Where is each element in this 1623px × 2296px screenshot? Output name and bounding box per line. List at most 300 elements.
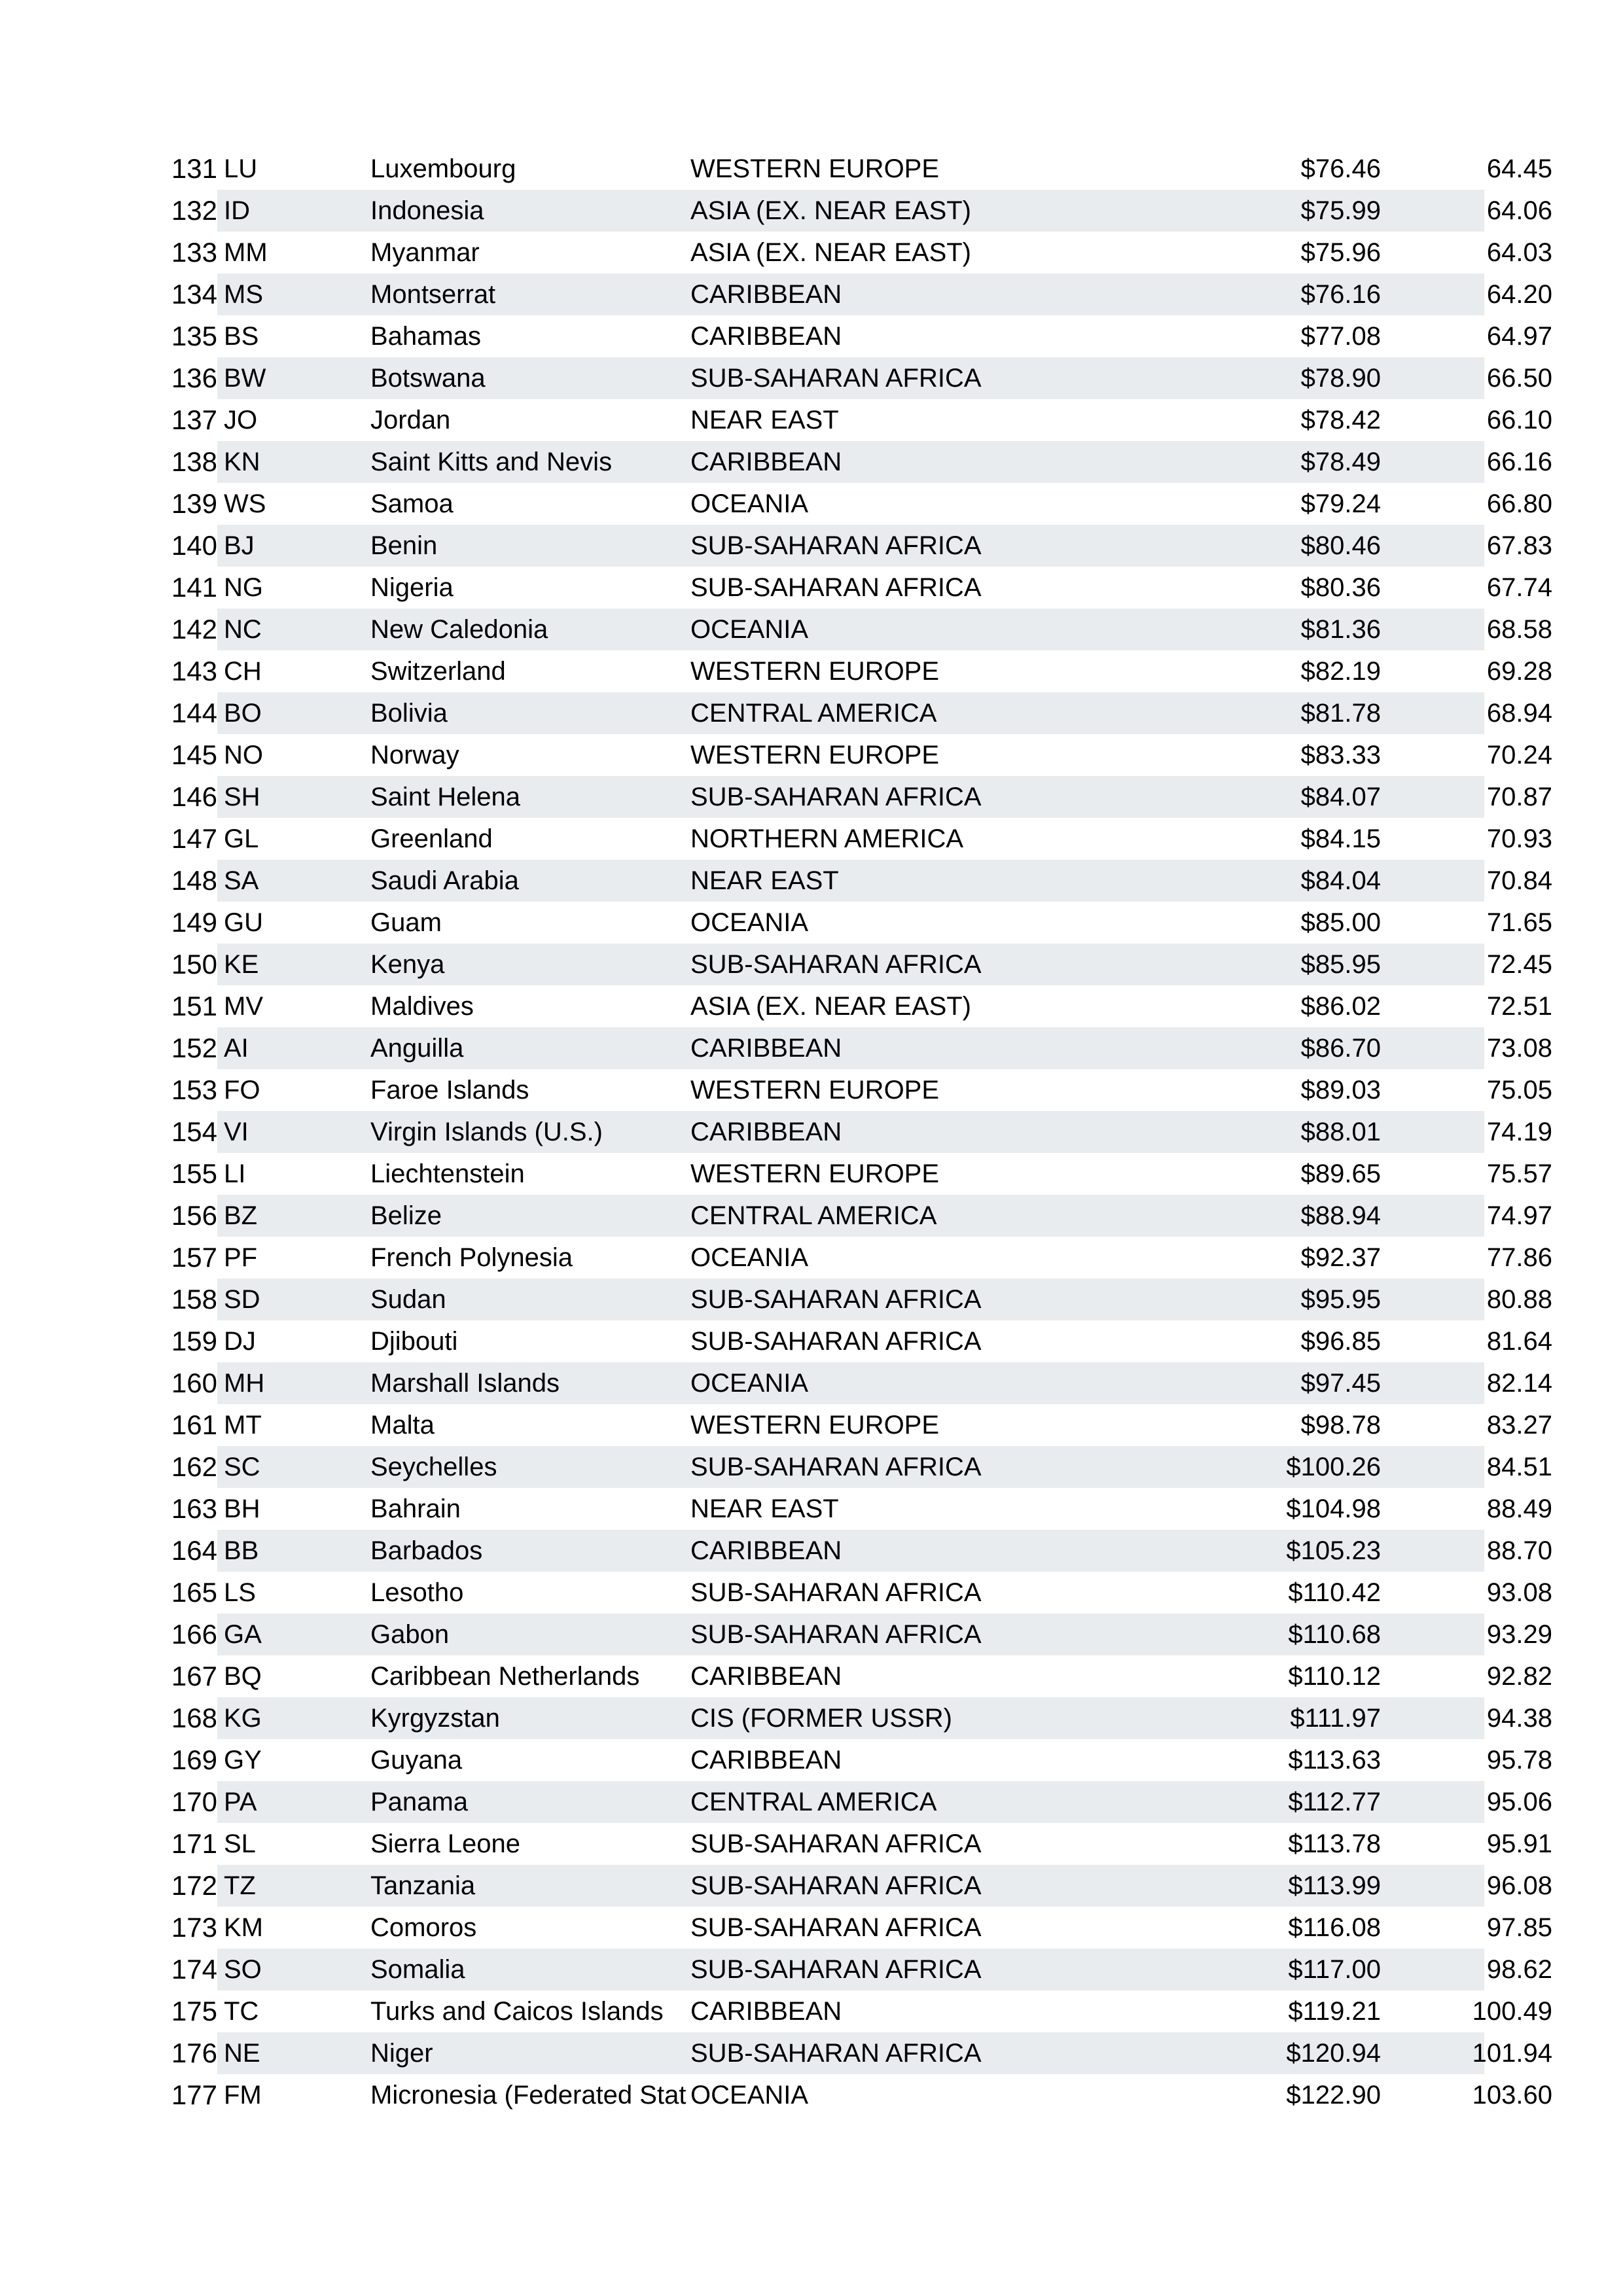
country-code: TZ: [224, 1871, 256, 1900]
country-code: NE: [224, 2039, 260, 2068]
country-name: Seychelles: [370, 1453, 497, 1481]
row-number: 161: [171, 1409, 217, 1440]
row-number: 143: [171, 656, 217, 686]
country-name: Caribbean Netherlands: [370, 1662, 640, 1691]
row-number: 151: [171, 991, 217, 1021]
row-number: 171: [171, 1828, 217, 1859]
price: $77.08: [1300, 322, 1381, 351]
row-number: 155: [171, 1158, 217, 1189]
country-name: Comoros: [370, 1913, 477, 1942]
index-value: 84.51: [1486, 1453, 1552, 1481]
table-row: [157, 776, 1552, 818]
table-row: [157, 441, 1552, 483]
price: $98.78: [1300, 1411, 1381, 1439]
region: CENTRAL AMERICA: [690, 1788, 937, 1816]
index-value: 81.64: [1486, 1327, 1552, 1356]
index-value: 70.87: [1486, 783, 1552, 811]
country-name: Turks and Caicos Islands: [370, 1997, 664, 2026]
index-value: 93.29: [1486, 1620, 1552, 1649]
index-value: 98.62: [1486, 1955, 1552, 1984]
region: OCEANIA: [690, 908, 809, 937]
country-code: MV: [224, 992, 263, 1021]
region: SUB-SAHARAN AFRICA: [690, 1620, 982, 1649]
row-number: 169: [171, 1744, 217, 1775]
table-row: [157, 190, 1552, 232]
country-code: GL: [224, 824, 259, 853]
region: CARIBBEAN: [690, 448, 842, 476]
table-row: [157, 148, 1552, 190]
row-number: 152: [157, 1027, 217, 1069]
country-name: Bolivia: [370, 699, 448, 728]
country-name: Faroe Islands: [370, 1076, 529, 1104]
table-row: [157, 1781, 1552, 1823]
country-name: Botswana: [370, 364, 486, 393]
table-row: [157, 1823, 1552, 1865]
country-name: Switzerland: [370, 657, 506, 686]
country-code: GA: [224, 1620, 262, 1649]
country-code: BQ: [224, 1662, 262, 1691]
index-value: 66.10: [1486, 406, 1552, 434]
price: $97.45: [1300, 1369, 1381, 1398]
row-number: 170: [157, 1781, 217, 1823]
country-name: Liechtenstein: [370, 1159, 525, 1188]
country-name: Niger: [370, 2039, 433, 2068]
table-row: [157, 944, 1552, 985]
table-row: [157, 567, 1552, 609]
region: WESTERN EUROPE: [690, 1076, 940, 1104]
table-row: [157, 1614, 1552, 1655]
index-value: 70.93: [1486, 824, 1552, 853]
price: $84.04: [1300, 866, 1381, 895]
table-row: [157, 1697, 1552, 1739]
price: $80.36: [1300, 573, 1381, 602]
price: $100.26: [1286, 1453, 1381, 1481]
table-row: [157, 1111, 1552, 1153]
index-value: 101.94: [1472, 2039, 1552, 2068]
table-row: [157, 1907, 1552, 1949]
row-number: 157: [171, 1242, 217, 1273]
price: $86.02: [1300, 992, 1381, 1021]
region: WESTERN EUROPE: [690, 741, 940, 769]
country-code: JO: [224, 406, 258, 434]
country-name: Guyana: [370, 1746, 463, 1775]
country-code: SA: [224, 866, 259, 895]
country-code: SL: [224, 1829, 256, 1858]
region: CENTRAL AMERICA: [690, 699, 937, 728]
country-name: Somalia: [370, 1955, 465, 1984]
region: SUB-SAHARAN AFRICA: [690, 364, 982, 393]
row-number: 175: [171, 1996, 217, 2026]
price: $113.99: [1288, 1871, 1381, 1900]
region: SUB-SAHARAN AFRICA: [690, 1829, 982, 1858]
country-name: Montserrat: [370, 280, 496, 309]
index-value: 66.50: [1486, 364, 1552, 393]
table-row: [157, 1153, 1552, 1195]
country-name: Anguilla: [370, 1034, 464, 1063]
index-value: 70.84: [1486, 866, 1552, 895]
index-value: 88.70: [1486, 1536, 1552, 1565]
row-number: 132: [157, 190, 217, 232]
country-code: MT: [224, 1411, 262, 1439]
region: OCEANIA: [690, 1369, 809, 1398]
price: $78.90: [1300, 364, 1381, 393]
price: $78.42: [1300, 406, 1381, 434]
row-number: 153: [171, 1074, 217, 1105]
index-value: 64.06: [1486, 196, 1552, 225]
price: $84.15: [1300, 824, 1381, 853]
country-name: Luxembourg: [370, 154, 516, 183]
region: CIS (FORMER USSR): [690, 1704, 952, 1733]
row-number: 134: [157, 274, 217, 315]
country-code: MS: [224, 280, 263, 309]
index-value: 88.49: [1486, 1494, 1552, 1523]
country-code: BB: [224, 1536, 259, 1565]
index-value: 68.94: [1486, 699, 1552, 728]
index-value: 92.82: [1486, 1662, 1552, 1691]
row-number: 174: [157, 1949, 217, 1990]
country-name: Lesotho: [370, 1578, 464, 1607]
country-name: Bahamas: [370, 322, 481, 351]
region: NEAR EAST: [690, 866, 839, 895]
row-number: 172: [157, 1865, 217, 1907]
country-name: Barbados: [370, 1536, 483, 1565]
country-name: Belize: [370, 1201, 442, 1230]
index-value: 80.88: [1486, 1285, 1552, 1314]
index-value: 94.38: [1486, 1704, 1552, 1733]
index-value: 64.20: [1486, 280, 1552, 309]
region: CARIBBEAN: [690, 1034, 842, 1063]
price: $81.78: [1300, 699, 1381, 728]
price: $88.01: [1300, 1118, 1381, 1146]
table-row: [157, 1530, 1552, 1572]
table-row: [157, 1069, 1552, 1111]
country-code: BS: [224, 322, 259, 351]
index-value: 67.74: [1486, 573, 1552, 602]
index-value: 100.49: [1472, 1997, 1552, 2026]
row-number: 154: [157, 1111, 217, 1153]
country-name: Nigeria: [370, 573, 454, 602]
price: $111.97: [1290, 1704, 1381, 1733]
region: CARIBBEAN: [690, 1536, 842, 1565]
table-row: [157, 650, 1552, 692]
country-code: BW: [224, 364, 266, 393]
country-code: BJ: [224, 531, 255, 560]
country-code: NG: [224, 573, 263, 602]
table-row: [157, 1404, 1552, 1446]
country-name: New Caledonia: [370, 615, 548, 644]
price: $110.12: [1288, 1662, 1381, 1691]
country-name: Jordan: [370, 406, 451, 434]
country-name: Sierra Leone: [370, 1829, 521, 1858]
table-row: [157, 1279, 1552, 1320]
price: $76.16: [1300, 280, 1381, 309]
region: CARIBBEAN: [690, 1662, 842, 1691]
country-code: KG: [224, 1704, 262, 1733]
price: $96.85: [1300, 1327, 1381, 1356]
region: NEAR EAST: [690, 1494, 839, 1523]
row-number: 177: [171, 2079, 217, 2110]
price: $95.95: [1300, 1285, 1381, 1314]
country-code: LS: [224, 1578, 256, 1607]
table-row: [157, 357, 1552, 399]
row-number: 150: [157, 944, 217, 985]
price: $75.99: [1300, 196, 1381, 225]
region: SUB-SAHARAN AFRICA: [690, 2039, 982, 2068]
country-code: NC: [224, 615, 262, 644]
index-value: 64.45: [1486, 154, 1552, 183]
price: $75.96: [1300, 238, 1381, 267]
region: SUB-SAHARAN AFRICA: [690, 950, 982, 979]
region: SUB-SAHARAN AFRICA: [690, 1955, 982, 1984]
table-row: [157, 609, 1552, 650]
table-row: [157, 1949, 1552, 1990]
row-number: 145: [171, 739, 217, 770]
table-row: [157, 399, 1552, 441]
row-number: 131: [171, 153, 217, 184]
country-code: KM: [224, 1913, 263, 1942]
region: ASIA (EX. NEAR EAST): [690, 196, 972, 225]
table-row: [157, 985, 1552, 1027]
country-name: Kyrgyzstan: [370, 1704, 500, 1733]
country-code: CH: [224, 657, 262, 686]
table-row: [157, 1362, 1552, 1404]
country-code: SC: [224, 1453, 260, 1481]
price: $113.78: [1288, 1829, 1381, 1858]
index-value: 73.08: [1486, 1034, 1552, 1063]
index-value: 95.78: [1486, 1746, 1552, 1775]
table-row: [157, 1572, 1552, 1614]
country-code: ID: [224, 196, 250, 225]
row-number: 168: [157, 1697, 217, 1739]
row-number: 136: [157, 357, 217, 399]
price: $92.37: [1300, 1243, 1381, 1272]
index-value: 64.03: [1486, 238, 1552, 267]
country-code: KN: [224, 448, 260, 476]
price: $89.03: [1300, 1076, 1381, 1104]
region: OCEANIA: [690, 2081, 809, 2110]
price: $110.42: [1288, 1578, 1381, 1607]
price: $120.94: [1286, 2039, 1381, 2068]
country-code: LI: [224, 1159, 246, 1188]
row-number: 162: [157, 1446, 217, 1488]
country-table: [157, 148, 1552, 2116]
index-value: 93.08: [1486, 1578, 1552, 1607]
country-name: Tanzania: [370, 1871, 476, 1900]
index-value: 71.65: [1486, 908, 1552, 937]
country-code: PA: [224, 1788, 257, 1816]
index-value: 64.97: [1486, 322, 1552, 351]
row-number: 138: [157, 441, 217, 483]
index-value: 74.19: [1486, 1118, 1552, 1146]
row-number: 148: [157, 860, 217, 902]
region: WESTERN EUROPE: [690, 1159, 940, 1188]
region: SUB-SAHARAN AFRICA: [690, 1913, 982, 1942]
region: CENTRAL AMERICA: [690, 1201, 937, 1230]
index-value: 82.14: [1486, 1369, 1552, 1398]
table-row: [157, 818, 1552, 860]
index-value: 75.57: [1486, 1159, 1552, 1188]
index-value: 72.51: [1486, 992, 1552, 1021]
country-name: Micronesia (Federated Stat: [370, 2081, 687, 2110]
row-number: 173: [171, 1912, 217, 1943]
table-row: [157, 274, 1552, 315]
country-name: Sudan: [370, 1285, 446, 1314]
price: $79.24: [1300, 489, 1381, 518]
region: SUB-SAHARAN AFRICA: [690, 1578, 982, 1607]
region: ASIA (EX. NEAR EAST): [690, 238, 972, 267]
region: WESTERN EUROPE: [690, 1411, 940, 1439]
country-name: Myanmar: [370, 238, 480, 267]
country-name: Marshall Islands: [370, 1369, 560, 1398]
country-name: Malta: [370, 1411, 435, 1439]
region: WESTERN EUROPE: [690, 657, 940, 686]
country-name: French Polynesia: [370, 1243, 573, 1272]
country-code: LU: [224, 154, 258, 183]
table-row: [157, 902, 1552, 944]
index-value: 70.24: [1486, 741, 1552, 769]
index-value: 66.16: [1486, 448, 1552, 476]
table-row: [157, 483, 1552, 525]
country-code: TC: [224, 1997, 259, 2026]
row-number: 140: [157, 525, 217, 567]
country-name: Samoa: [370, 489, 454, 518]
region: CARIBBEAN: [690, 1746, 842, 1775]
region: NEAR EAST: [690, 406, 839, 434]
country-code: MM: [224, 238, 268, 267]
index-value: 97.85: [1486, 1913, 1552, 1942]
index-value: 68.58: [1486, 615, 1552, 644]
country-name: Saudi Arabia: [370, 866, 519, 895]
region: SUB-SAHARAN AFRICA: [690, 1285, 982, 1314]
country-code: GU: [224, 908, 263, 937]
country-code: BZ: [224, 1201, 258, 1230]
price: $89.65: [1300, 1159, 1381, 1188]
region: SUB-SAHARAN AFRICA: [690, 531, 982, 560]
table-row: [157, 2032, 1552, 2074]
table-row: [157, 1027, 1552, 1069]
table-row: [157, 1195, 1552, 1237]
row-number: 166: [157, 1614, 217, 1655]
row-number: 139: [171, 488, 217, 519]
region: CARIBBEAN: [690, 280, 842, 309]
country-name: Kenya: [370, 950, 445, 979]
table-row: [157, 1488, 1552, 1530]
region: WESTERN EUROPE: [690, 154, 940, 183]
row-number: 137: [171, 404, 217, 435]
country-code: BO: [224, 699, 262, 728]
country-name: Guam: [370, 908, 442, 937]
price: $119.21: [1288, 1997, 1381, 2026]
country-code: SO: [224, 1955, 262, 1984]
country-name: Norway: [370, 741, 459, 769]
country-name: Gabon: [370, 1620, 450, 1649]
country-name: Benin: [370, 531, 438, 560]
country-name: Bahrain: [370, 1494, 461, 1523]
country-name: Saint Kitts and Nevis: [370, 448, 613, 476]
row-number: 167: [171, 1661, 217, 1691]
price: $116.08: [1288, 1913, 1381, 1942]
table-row: [157, 232, 1552, 274]
country-code: BH: [224, 1494, 260, 1523]
table-row: [157, 1865, 1552, 1907]
row-number: 159: [171, 1326, 217, 1356]
index-value: 67.83: [1486, 531, 1552, 560]
row-number: 144: [157, 692, 217, 734]
index-value: 72.45: [1486, 950, 1552, 979]
region: CARIBBEAN: [690, 1118, 842, 1146]
row-number: 158: [157, 1279, 217, 1320]
index-value: 103.60: [1472, 2081, 1552, 2110]
row-number: 135: [171, 321, 217, 351]
row-number: 147: [171, 823, 217, 854]
index-value: 95.06: [1486, 1788, 1552, 1816]
price: $122.90: [1286, 2081, 1381, 2110]
price: $113.63: [1288, 1746, 1381, 1775]
price: $112.77: [1288, 1788, 1381, 1816]
country-code: WS: [224, 489, 266, 518]
row-number: 160: [157, 1362, 217, 1404]
price: $78.49: [1300, 448, 1381, 476]
row-number: 156: [157, 1195, 217, 1237]
country-code: AI: [224, 1034, 249, 1063]
price: $82.19: [1300, 657, 1381, 686]
country-code: KE: [224, 950, 259, 979]
row-number: 141: [171, 572, 217, 603]
row-number: 163: [171, 1493, 217, 1524]
row-number: 164: [157, 1530, 217, 1572]
price: $104.98: [1286, 1494, 1381, 1523]
country-name: Djibouti: [370, 1327, 458, 1356]
table-row: [157, 734, 1552, 776]
country-code: GY: [224, 1746, 262, 1775]
region: OCEANIA: [690, 1243, 809, 1272]
country-code: VI: [224, 1118, 249, 1146]
table-row: [157, 1990, 1552, 2032]
table-row: [157, 2074, 1552, 2116]
index-value: 75.05: [1486, 1076, 1552, 1104]
region: SUB-SAHARAN AFRICA: [690, 783, 982, 811]
price: $110.68: [1288, 1620, 1381, 1649]
row-number: 146: [157, 776, 217, 818]
country-code: MH: [224, 1369, 265, 1398]
country-name: Virgin Islands (U.S.): [370, 1118, 603, 1146]
table-row: [157, 692, 1552, 734]
table-row: [157, 1320, 1552, 1362]
row-number: 165: [171, 1577, 217, 1608]
country-code: FM: [224, 2081, 262, 2110]
country-name: Maldives: [370, 992, 474, 1021]
price: $105.23: [1286, 1536, 1381, 1565]
index-value: 77.86: [1486, 1243, 1552, 1272]
index-value: 96.08: [1486, 1871, 1552, 1900]
index-value: 69.28: [1486, 657, 1552, 686]
country-code: SD: [224, 1285, 260, 1314]
table-row: [157, 525, 1552, 567]
price: $85.00: [1300, 908, 1381, 937]
region: CARIBBEAN: [690, 1997, 842, 2026]
country-name: Greenland: [370, 824, 493, 853]
country-name: Saint Helena: [370, 783, 521, 811]
region: NORTHERN AMERICA: [690, 824, 964, 853]
country-code: FO: [224, 1076, 260, 1104]
region: CARIBBEAN: [690, 322, 842, 351]
price: $76.46: [1300, 154, 1381, 183]
country-code: SH: [224, 783, 260, 811]
region: ASIA (EX. NEAR EAST): [690, 992, 972, 1021]
region: SUB-SAHARAN AFRICA: [690, 1871, 982, 1900]
price: $81.36: [1300, 615, 1381, 644]
region: OCEANIA: [690, 615, 809, 644]
